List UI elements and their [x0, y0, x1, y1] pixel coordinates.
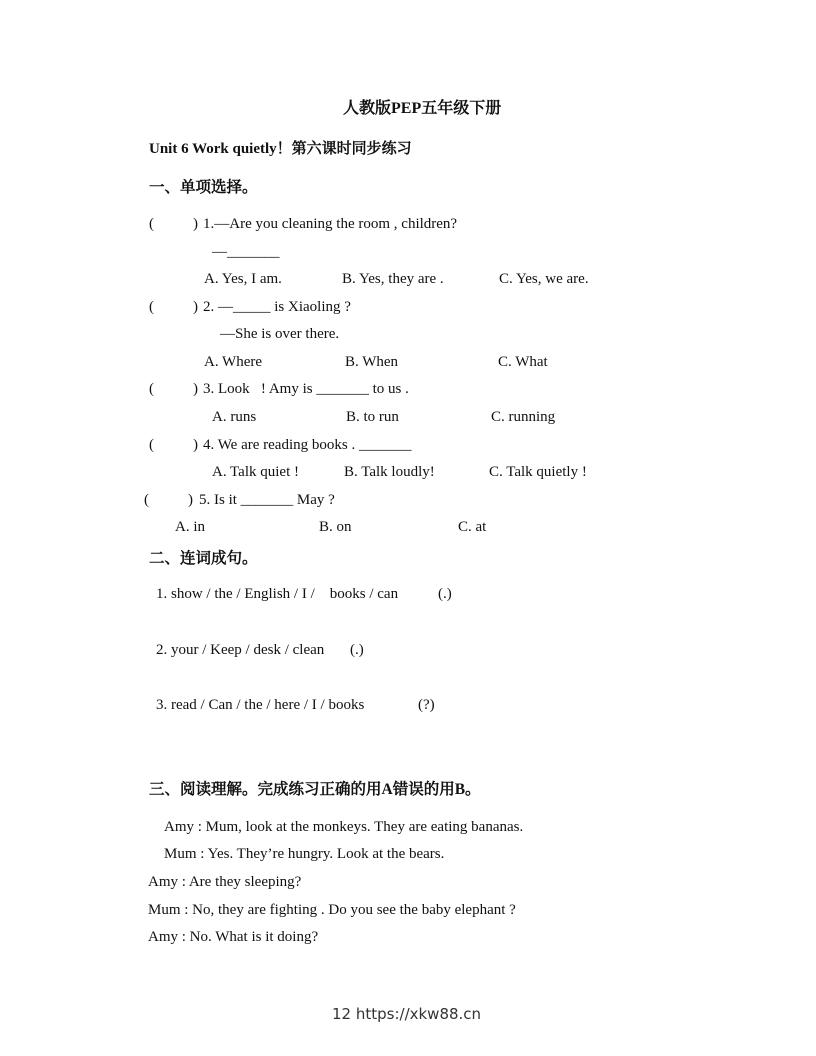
punctuation-hint: (.): [350, 642, 364, 658]
scrambled-words: 1. show / the / English / I / books / can: [156, 586, 399, 602]
dialogue-line: Amy : Are they sleeping?: [148, 874, 302, 890]
answer-paren-open: (: [149, 216, 154, 232]
option-b: B. Talk loudly!: [344, 464, 435, 480]
option-c: C. What: [498, 354, 548, 370]
page-title: 人教版PEP五年级下册: [343, 100, 502, 117]
option-a: A. runs: [212, 409, 257, 425]
option-a: A. Yes, I am.: [204, 271, 282, 287]
answer-paren-close: ): [193, 437, 198, 453]
option-b: B. When: [345, 354, 399, 370]
answer-paren-open: (: [149, 299, 154, 315]
option-b: B. Yes, they are .: [342, 271, 444, 287]
punctuation-hint: (?): [418, 697, 435, 713]
question-text: 4. We are reading books . _______: [203, 437, 412, 453]
answer-paren-open: (: [149, 381, 154, 397]
question-text: 2. —_____ is Xiaoling ?: [203, 299, 351, 315]
question-text: 5. Is it _______ May ?: [199, 492, 335, 508]
option-a: A. Talk quiet !: [212, 464, 299, 480]
section-1-heading: 一、单项选择。: [149, 179, 258, 196]
scrambled-words: 3. read / Can / the / here / I / books: [156, 697, 365, 713]
option-a: A. in: [175, 519, 205, 535]
section-2-heading: 二、连词成句。: [149, 550, 258, 567]
dialogue-line: Mum : Yes. They’re hungry. Look at the bears.: [164, 846, 445, 862]
dialogue-line: Amy : No. What is it doing?: [148, 929, 319, 945]
option-c: C. at: [458, 519, 487, 535]
dialogue-line: Amy : Mum, look at the monkeys. They are eating bananas.: [164, 819, 524, 835]
answer-paren-open: (: [144, 492, 149, 508]
punctuation-hint: (.): [438, 586, 452, 602]
option-c: C. Talk quietly !: [489, 464, 587, 480]
page-subtitle: Unit 6 Work quietly！第六课时同步练习: [149, 141, 412, 157]
option-b: B. on: [319, 519, 352, 535]
option-c: C. running: [491, 409, 556, 425]
answer-paren-close: ): [193, 216, 198, 232]
dialogue-line: Mum : No, they are fighting . Do you see the baby elephant ?: [148, 902, 516, 918]
answer-paren-open: (: [149, 437, 154, 453]
section-3-heading: 三、阅读理解。完成练习正确的用A错误的用B。: [149, 781, 481, 798]
question-text: 3. Look ! Amy is _______ to us .: [203, 381, 409, 397]
option-b: B. to run: [346, 409, 399, 425]
question-response: —She is over there.: [220, 326, 340, 342]
option-c: C. Yes, we are.: [499, 271, 589, 287]
page-footer: 12 https://xkw88.cn: [332, 1005, 482, 1023]
answer-paren-close: ): [193, 381, 198, 397]
question-text: 1.—Are you cleaning the room , children?: [203, 216, 458, 232]
answer-blank: —_______: [212, 244, 280, 260]
scrambled-words: 2. your / Keep / desk / clean: [156, 642, 325, 658]
option-a: A. Where: [204, 354, 263, 370]
answer-paren-close: ): [188, 492, 193, 508]
answer-paren-close: ): [193, 299, 198, 315]
